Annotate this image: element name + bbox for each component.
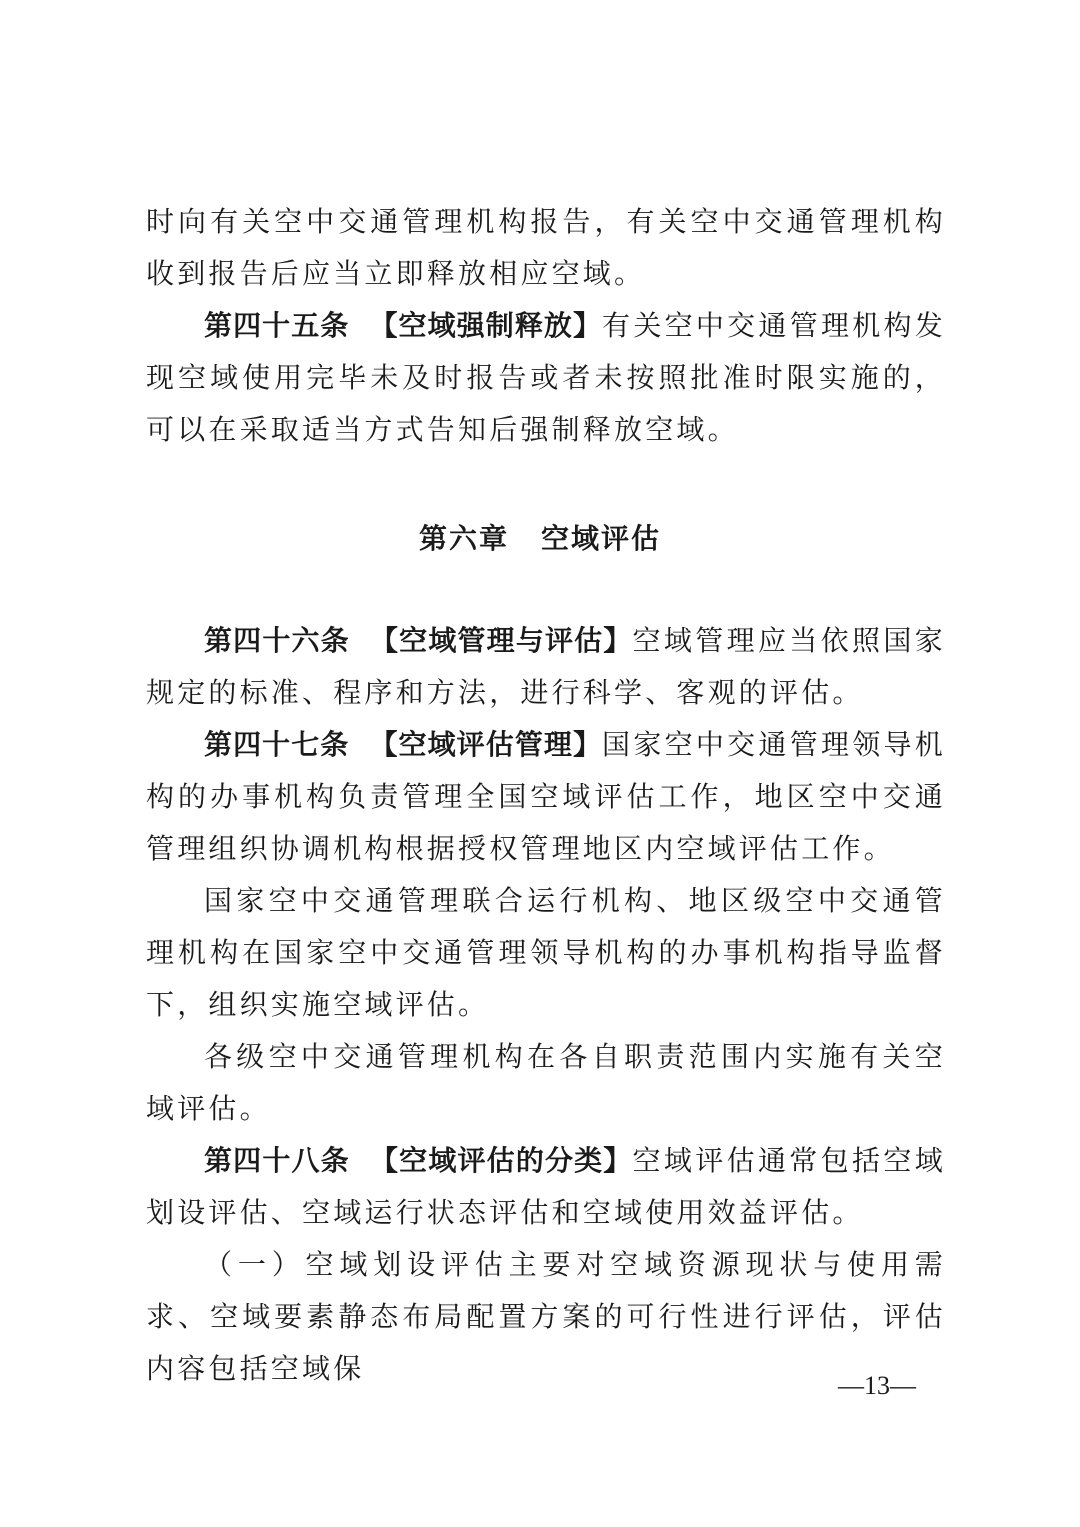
- article-45: [146, 300, 946, 456]
- article-46-body: 空域管理应当依照国家规定的标准、程序和方法，进行科学、客观的评估。: [146, 624, 946, 709]
- article-47-number: 第四十七条: [204, 728, 350, 761]
- article-45-body: 有关空中交通管理机构发现空域使用完毕未及时报告或者未按照批准时限实施的，可以在采取适当方式告知后强制释放空域。: [146, 309, 946, 446]
- paragraph-item-1: （一）空域划设评估主要对空域资源现状与使用需求、空域要素静态布局配置方案的可行性进行评估，评估内容包括空域保: [146, 1248, 946, 1385]
- chapter-title: 空域评估: [541, 522, 662, 555]
- article-47: [146, 719, 946, 875]
- paragraph-continued: 时向有关空中交通管理机构报告，有关空中交通管理机构收到报告后应当立即释放相应空域。: [146, 205, 946, 290]
- article-48-body: 空域评估通常包括空域划设评估、空域运行状态评估和空域使用效益评估。: [146, 1144, 946, 1229]
- article-47-title: 【空域评估管理】: [369, 728, 603, 761]
- article-46-number: 第四十六条: [204, 624, 350, 657]
- chapter-number: 第六章: [418, 522, 509, 555]
- article-46: [146, 615, 946, 719]
- article-45-title: 【空域强制释放】: [369, 309, 603, 342]
- page-number: —13—: [838, 1371, 916, 1400]
- chapter-heading: [0, 513, 1080, 565]
- article-48-title: 【空域评估的分类】: [369, 1144, 633, 1177]
- article-46-title: 【空域管理与评估】: [369, 624, 633, 657]
- paragraph-all-levels: 各级空中交通管理机构在各自职责范围内实施有关空域评估。: [146, 1040, 946, 1125]
- article-48-number: 第四十八条: [204, 1144, 350, 1177]
- article-45-number: 第四十五条: [204, 309, 350, 342]
- article-48: [146, 1135, 946, 1239]
- article-47-body: 国家空中交通管理领导机构的办事机构负责管理全国空域评估工作，地区空中交通管理组织协调机构根据授权管理地区内空域评估工作。: [146, 728, 946, 865]
- paragraph-national-operations: 国家空中交通管理联合运行机构、地区级空中交通管理机构在国家空中交通管理领导机构的办事机构指导监督下，组织实施空域评估。: [146, 884, 946, 1021]
